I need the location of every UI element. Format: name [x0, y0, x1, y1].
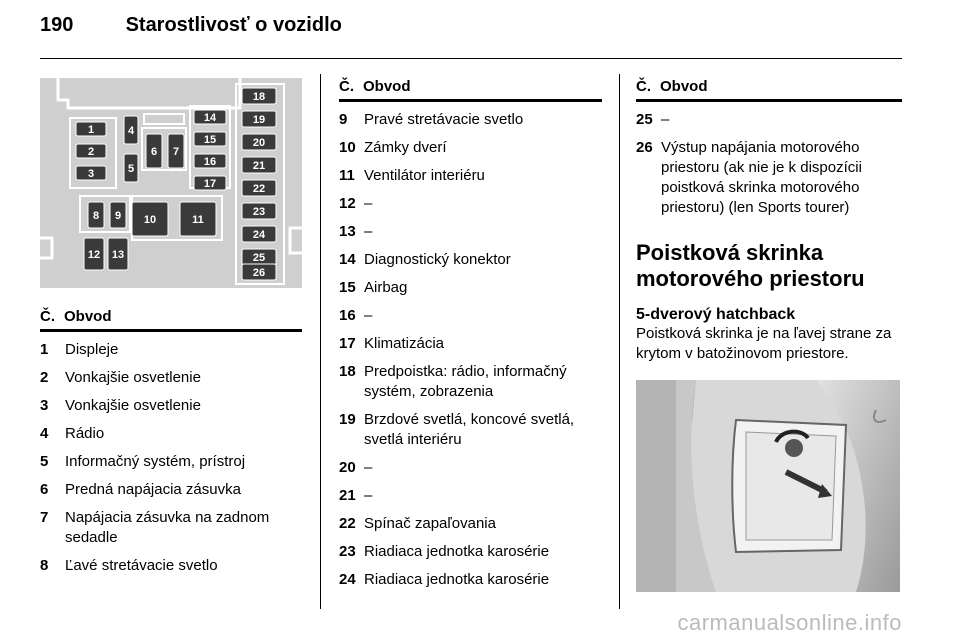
section-title: Poistková skrinka motorového priestoru: [636, 240, 865, 291]
fuse-number: 6: [40, 481, 49, 498]
fuse-circuit: Zámky dverí: [364, 139, 447, 156]
fuse-26: [242, 264, 276, 280]
fuse-number: 20: [339, 459, 356, 476]
fuse-row: [339, 486, 602, 506]
fuse-number: 19: [339, 411, 356, 428]
fuse-label: 17: [203, 178, 217, 190]
header-circuit: Obvod: [64, 308, 112, 325]
fuse-label: 18: [252, 91, 266, 103]
fuse-number: 17: [339, 335, 356, 352]
fuse-11: [180, 202, 216, 236]
fuse-5: [124, 154, 138, 182]
fuse-circuit: –: [364, 487, 373, 504]
fuse-number: 3: [40, 397, 49, 414]
fuse-label: 5: [127, 163, 135, 175]
fuse-row: [339, 334, 602, 354]
fuse-circuit: Ventilátor interiéru: [364, 167, 485, 184]
table-header: [339, 78, 602, 102]
fuse-row: [339, 110, 602, 130]
fuse-box-drawing: [40, 78, 302, 288]
fuse-row: [339, 410, 602, 450]
fuse-circuit: –: [661, 111, 670, 128]
fuse-21: [242, 157, 276, 173]
fuse-13: [108, 238, 128, 270]
fuse-label: 25: [252, 252, 266, 264]
fuse-3: [76, 166, 106, 180]
fuse-row: [339, 514, 602, 534]
fuse-label: 11: [192, 214, 204, 226]
fuse-circuit: Vonkajšie osvetlenie: [65, 369, 201, 386]
fuse-number: 14: [339, 251, 356, 268]
fuse-circuit: Vonkajšie osvetlenie: [65, 397, 201, 414]
fuse-row: [40, 508, 302, 548]
fuse-circuit: Klimatizácia: [364, 335, 445, 352]
fuse-label: 4: [127, 125, 135, 137]
fuse-label: 22: [252, 183, 266, 195]
fuse-18: [242, 88, 276, 104]
fuse-circuit: Výstup napájania motorového priestoru (ak nie je k dispozícii poistková skrinka motorového priestoru) (len Sports tourer): [661, 139, 862, 216]
fuse-circuit: Rádio: [65, 425, 105, 442]
fuse-label: 3: [87, 168, 95, 180]
fuse-20: [242, 134, 276, 150]
fuse-2: [76, 144, 106, 158]
page-title: Starostlivosť o vozidlo: [125, 14, 342, 36]
fuse-19: [242, 111, 276, 127]
fuse-circuit: Spínač zapaľovania: [364, 515, 496, 532]
column-divider: [619, 74, 620, 609]
fuse-number: 23: [339, 543, 356, 560]
fuse-number: 8: [40, 557, 49, 574]
fuse-circuit: Predná napájacia zásuvka: [65, 481, 241, 498]
fuse-number: 1: [40, 341, 49, 358]
fuse-16: [194, 154, 226, 168]
fuse-row: [636, 110, 902, 130]
fuse-24: [242, 226, 276, 242]
fuse-circuit: –: [364, 307, 373, 324]
fuse-circuit: Predpoistka: rádio, informačný systém, zobrazenia: [364, 363, 567, 400]
fuse-label: 8: [92, 210, 100, 222]
fuse-label: 20: [252, 137, 266, 149]
fuse-list-2: [339, 110, 602, 590]
fuse-label: 26: [252, 267, 266, 279]
fuse-label: 1: [87, 124, 95, 136]
header-circuit: Obvod: [660, 78, 708, 95]
fuse-row: [636, 138, 902, 218]
section-body: Poistková skrinka je na ľavej strane za krytom v batožinovom priestore.: [636, 325, 892, 362]
fuse-circuit: –: [364, 223, 373, 240]
fuse-circuit: Displeje: [65, 341, 119, 358]
fuse-number: 10: [339, 139, 356, 156]
fuse-row: [40, 396, 302, 416]
fuse-number: 12: [339, 195, 356, 212]
header-rule: [40, 58, 902, 59]
page-header: [40, 14, 342, 37]
fuse-circuit: Pravé stretávacie svetlo: [364, 111, 524, 128]
fuse-label: 9: [114, 210, 122, 222]
fuse-8: [88, 202, 104, 228]
column-left: [40, 78, 302, 576]
fuse-7: [168, 134, 184, 168]
trunk-cover-illustration: [636, 380, 900, 592]
header-circuit: Obvod: [363, 78, 411, 95]
fuse-row: [40, 368, 302, 388]
fuse-box-diagram: [40, 78, 302, 288]
fuse-label: 21: [252, 160, 266, 172]
page-number: 190: [40, 14, 74, 36]
fuse-10: [132, 202, 168, 236]
fuse-number: 11: [339, 167, 355, 184]
fuse-number: 26: [636, 139, 653, 156]
column-middle: [339, 78, 602, 590]
fuse-row: [339, 570, 602, 590]
fuse-number: 25: [636, 111, 653, 128]
fuse-list-3: [636, 110, 902, 218]
table-header: [636, 78, 902, 102]
fuse-6: [146, 134, 162, 168]
fuse-row: [339, 278, 602, 298]
fuse-label: 2: [87, 146, 95, 158]
fuse-1: [76, 122, 106, 136]
fuse-row: [339, 542, 602, 562]
trunk-cover-drawing: [636, 380, 900, 592]
fuse-row: [339, 138, 602, 158]
fuse-list-1: [40, 340, 302, 576]
fuse-label: 23: [252, 206, 266, 218]
fuse-14: [194, 110, 226, 124]
fuse-label: 12: [87, 249, 101, 261]
fuse-23: [242, 203, 276, 219]
fuse-row: [40, 452, 302, 472]
fuse-label: 13: [111, 249, 125, 261]
fuse-4: [124, 116, 138, 144]
fuse-circuit: Napájacia zásuvka na zadnom sedadle: [65, 509, 270, 546]
fuse-number: 7: [40, 509, 49, 526]
fuse-number: 2: [40, 369, 49, 386]
fuse-circuit: Airbag: [364, 279, 408, 296]
fuse-row: [339, 458, 602, 478]
fuse-9: [110, 202, 126, 228]
fuse-circuit: Ľavé stretávacie svetlo: [65, 557, 218, 574]
fuse-22: [242, 180, 276, 196]
fuse-circuit: Riadiaca jednotka karosérie: [364, 571, 550, 588]
fuse-label: 10: [143, 214, 157, 226]
fuse-12: [84, 238, 104, 270]
fuse-row: [339, 250, 602, 270]
fuse-number: 21: [339, 487, 356, 504]
fuse-number: 16: [339, 307, 356, 324]
fuse-17: [194, 176, 226, 190]
fuse-label: 6: [150, 146, 158, 158]
fuse-row: [339, 222, 602, 242]
fuse-label: 24: [252, 229, 266, 241]
fuse-row: [339, 166, 602, 186]
fuse-number: 22: [339, 515, 356, 532]
fuse-circuit: Riadiaca jednotka karosérie: [364, 543, 550, 560]
fuse-row: [40, 340, 302, 360]
fuse-label: 19: [252, 114, 266, 126]
header-num: Č.: [40, 308, 55, 325]
fuse-row: [339, 362, 602, 402]
fuse-15: [194, 132, 226, 146]
fuse-number: 4: [40, 425, 49, 442]
fuse-row: [339, 306, 602, 326]
fuse-label: 7: [172, 146, 180, 158]
fuse-label: 16: [203, 156, 217, 168]
fuse-25: [242, 249, 276, 265]
column-right: [636, 78, 902, 592]
fuse-row: [339, 194, 602, 214]
fuse-circuit: Diagnostický konektor: [364, 251, 511, 268]
header-num: Č.: [339, 78, 354, 95]
fuse-row: [40, 556, 302, 576]
fuse-circuit: Informačný systém, prístroj: [65, 453, 246, 470]
fuse-circuit: Brzdové svetlá, koncové svetlá, svetlá interiéru: [364, 411, 575, 448]
fuse-circuit: –: [364, 195, 373, 212]
fuse-number: 5: [40, 453, 49, 470]
fuse-circuit: –: [364, 459, 373, 476]
header-num: Č.: [636, 78, 651, 95]
column-divider: [320, 74, 321, 609]
table-header: [40, 308, 302, 332]
fuse-label: 15: [203, 134, 217, 146]
fuse-number: 24: [339, 571, 356, 588]
fuse-number: 13: [339, 223, 356, 240]
fuse-number: 15: [339, 279, 356, 296]
fuse-label: 14: [203, 112, 217, 124]
watermark: carmanualsonline.info: [677, 610, 902, 635]
fuse-number: 18: [339, 363, 356, 380]
fuse-row: [40, 480, 302, 500]
section-subtitle: 5-dverový hatchback: [636, 306, 796, 323]
fuse-row: [40, 424, 302, 444]
fuse-number: 9: [339, 111, 348, 128]
